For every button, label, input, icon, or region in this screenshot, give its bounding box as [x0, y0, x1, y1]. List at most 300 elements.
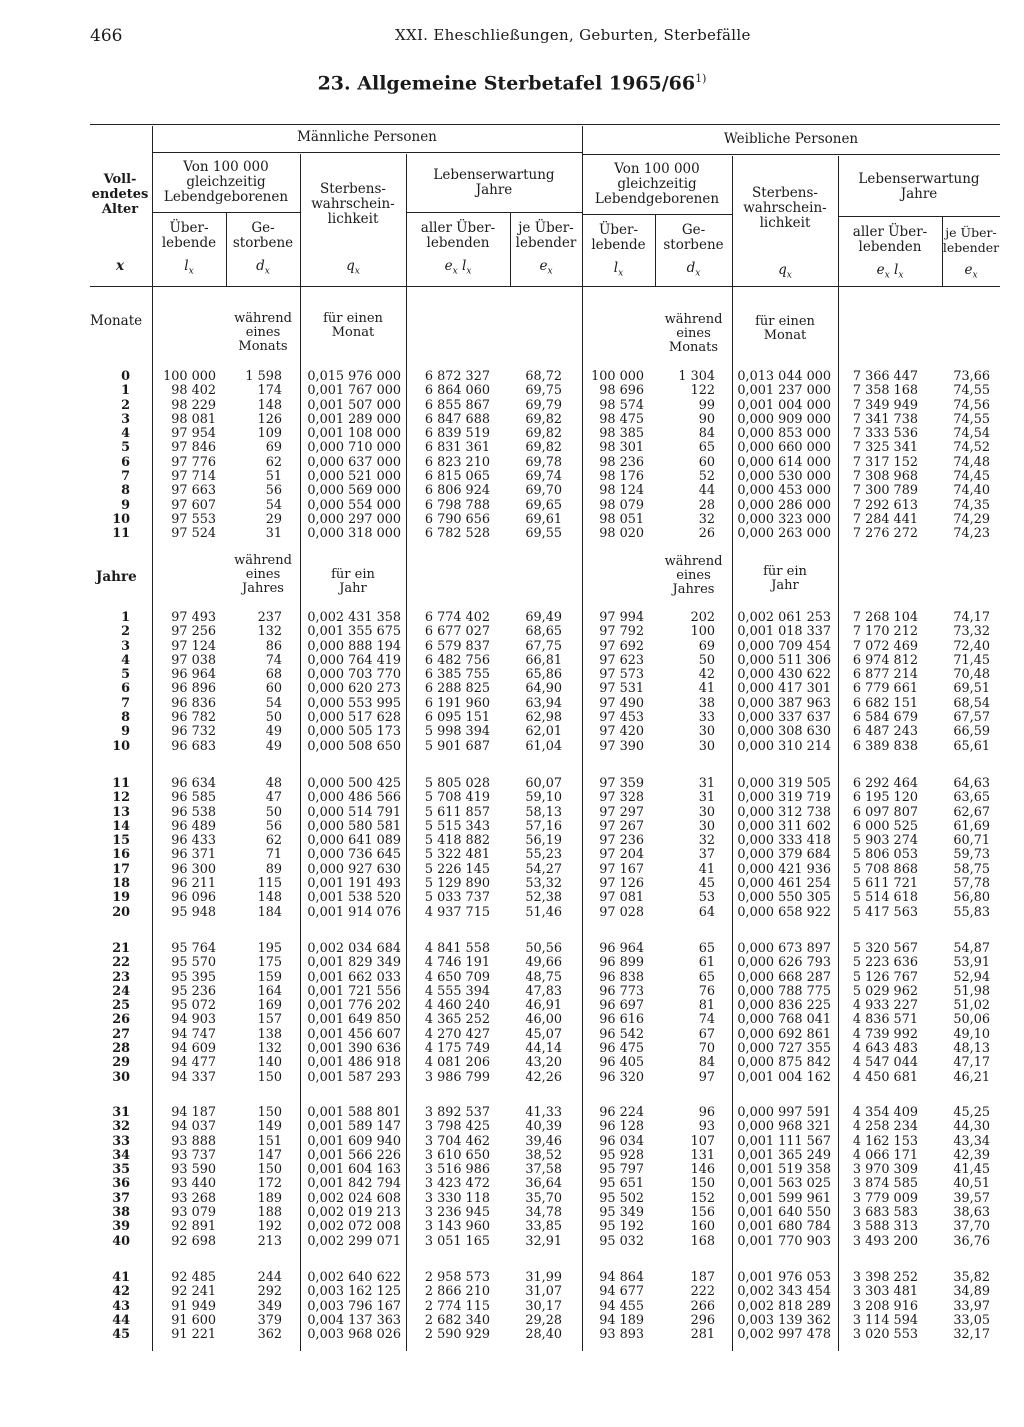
female-deceased-cell: 1 304 — [678, 369, 715, 384]
female-total-years-cell: 6 682 151 — [852, 695, 918, 711]
female-total-years-cell: 7 170 212 — [852, 624, 918, 640]
female-deceased-cell: 30 — [698, 724, 715, 740]
male-survivors-cell: 96 300 — [171, 861, 216, 877]
male-deceased-cell: 60 — [265, 681, 282, 697]
male-ex-sub: x — [547, 266, 553, 277]
female-deceased-cell: 93 — [698, 1119, 715, 1135]
female-deceased-cell: 32 — [698, 833, 715, 849]
female-death-prob-cell: 0,001 599 961 — [737, 1190, 831, 1206]
table-row — [0, 611, 1024, 625]
age-cell: 32 — [112, 1119, 130, 1135]
male-survivors-cell: 96 896 — [171, 681, 216, 697]
female-total-years-cell: 7 300 789 — [852, 483, 918, 499]
years-block-4 — [0, 1106, 1024, 1249]
male-life-exp-cell: 69,65 — [525, 497, 562, 513]
female-death-prob-cell: 0,001 237 000 — [737, 383, 831, 399]
male-death-prob-cell: 0,001 776 202 — [307, 998, 401, 1014]
male-deceased-cell: 54 — [265, 695, 282, 711]
male-death-prob-cell: 0,001 767 000 — [307, 383, 401, 399]
female-death-prob-cell: 0,002 343 454 — [737, 1284, 831, 1300]
female-survivors-cell: 97 792 — [599, 624, 644, 640]
male-deceased-cell: 48 — [265, 776, 282, 791]
age-cell: 12 — [112, 790, 130, 806]
male-total-years-cell: 6 385 755 — [424, 667, 490, 683]
female-survivors-cell: 98 475 — [599, 411, 644, 427]
male-deceased-cell: 244 — [257, 1270, 282, 1285]
male-survivors-cell: 97 607 — [171, 497, 216, 513]
male-survivors-cell: 96 211 — [171, 876, 216, 892]
male-total-years-cell: 3 236 945 — [424, 1205, 490, 1221]
male-dx-sub: x — [264, 266, 270, 277]
female-cohort-heading: Von 100 000 gleichzeitig Lebendgeborenen — [594, 161, 720, 207]
female-death-prob-cell: 0,000 421 936 — [737, 861, 831, 877]
female-deceased-cell: 150 — [690, 1176, 715, 1192]
age-cell: 38 — [112, 1205, 130, 1221]
female-death-prob-cell: 0,000 968 321 — [737, 1119, 831, 1135]
female-deceased-cell: 67 — [698, 1026, 715, 1042]
male-survivors-cell: 95 072 — [171, 998, 216, 1014]
female-deceased-cell: 33 — [698, 710, 715, 726]
male-total-years-cell: 6 872 327 — [424, 369, 490, 384]
female-life-exp-cell: 74,23 — [953, 526, 990, 542]
table-row — [0, 725, 1024, 739]
months-label: Monate — [90, 313, 143, 329]
female-total-years-cell: 7 276 272 — [852, 526, 918, 542]
male-survivors-cell: 91 949 — [171, 1298, 216, 1314]
female-life-exp-cell: 38,63 — [953, 1205, 990, 1221]
male-qx-sub: x — [354, 266, 360, 277]
male-total-years-cell: 6 798 788 — [424, 497, 490, 513]
female-death-prob-cell: 0,002 818 289 — [737, 1298, 831, 1314]
table-row — [0, 1013, 1024, 1027]
male-total-years-cell: 6 839 519 — [424, 426, 490, 442]
female-deceased-cell: 60 — [698, 454, 715, 470]
male-total-years-cell: 4 175 749 — [424, 1041, 490, 1057]
female-life-exp-cell: 72,40 — [953, 638, 990, 654]
table-row — [0, 413, 1024, 427]
male-life-exp-cell: 46,91 — [525, 998, 562, 1014]
male-total-years-cell: 4 937 715 — [424, 904, 490, 920]
male-total-years-cell: 3 330 118 — [424, 1190, 490, 1206]
female-death-prob-cell: 0,000 286 000 — [737, 497, 831, 513]
female-deceased-cell: 69 — [698, 638, 715, 654]
table-row — [0, 370, 1024, 384]
male-survivors-cell: 93 590 — [171, 1162, 216, 1178]
male-survivors-cell: 98 081 — [171, 411, 216, 427]
female-life-exp-cell: 59,73 — [953, 847, 990, 863]
male-total-years-cell: 6 774 402 — [424, 610, 490, 625]
female-total-years-cell: 7 341 738 — [852, 411, 918, 427]
female-survivors-cell: 94 864 — [599, 1270, 644, 1285]
female-lx-sub: x — [618, 268, 624, 279]
table-row — [0, 1300, 1024, 1314]
female-ex-sub: x — [972, 270, 978, 281]
age-cell: 26 — [112, 1012, 130, 1028]
female-life-exp-cell: 74,55 — [953, 383, 990, 399]
male-life-exp-cell: 38,52 — [525, 1147, 562, 1163]
male-survivors-cell: 96 489 — [171, 818, 216, 834]
female-survivors-cell: 97 328 — [599, 790, 644, 806]
female-deceased-cell: 202 — [690, 610, 715, 625]
male-life-exp-cell: 53,32 — [525, 876, 562, 892]
age-cell: 6 — [121, 454, 130, 470]
months-male-qx-note: für einen Monat — [323, 311, 383, 340]
age-cell: 21 — [112, 941, 130, 956]
female-death-prob-cell: 0,013 044 000 — [737, 369, 831, 384]
age-cell: 33 — [112, 1133, 130, 1149]
table-row — [0, 740, 1024, 754]
male-death-prob-cell: 0,002 024 608 — [307, 1190, 401, 1206]
female-deceased-cell: 65 — [698, 941, 715, 956]
female-survivors-cell: 98 301 — [599, 440, 644, 456]
female-deceased-cell: 156 — [690, 1205, 715, 1221]
female-deceased-cell: 107 — [690, 1133, 715, 1149]
male-deceased-cell: 62 — [265, 833, 282, 849]
years-label: Jahre — [96, 569, 137, 585]
female-survivors-cell: 96 773 — [599, 983, 644, 999]
male-survivors-cell: 96 836 — [171, 695, 216, 711]
male-qx-symbol — [300, 258, 406, 277]
female-survivors-cell: 96 224 — [599, 1105, 644, 1120]
male-death-prob-cell: 0,001 538 520 — [307, 890, 401, 906]
female-death-prob-cell: 0,000 709 454 — [737, 638, 831, 654]
male-life-exp-cell: 45,07 — [525, 1026, 562, 1042]
male-tx-letter: e — [444, 258, 453, 274]
male-life-exp-cell: 66,81 — [525, 652, 562, 668]
female-death-prob-cell: 0,000 909 000 — [737, 411, 831, 427]
male-death-prob-cell: 0,001 566 226 — [307, 1147, 401, 1163]
female-survivors-cell: 97 490 — [599, 695, 644, 711]
male-deceased-cell: 148 — [257, 890, 282, 906]
female-lx-letter: l — [613, 260, 619, 276]
male-death-prob-cell: 0,001 191 493 — [307, 876, 401, 892]
age-cell: 39 — [112, 1219, 130, 1235]
male-life-exp-cell: 40,39 — [525, 1119, 562, 1135]
male-death-prob-cell: 0,004 137 363 — [307, 1312, 401, 1328]
female-life-exp-cell: 39,57 — [953, 1190, 990, 1206]
male-total-years-cell: 3 423 472 — [424, 1176, 490, 1192]
female-total-years-cell: 6 389 838 — [852, 738, 918, 754]
female-deceased-cell: 65 — [698, 440, 715, 456]
male-life-exp-cell: 47,83 — [525, 983, 562, 999]
male-death-prob-cell: 0,001 390 636 — [307, 1041, 401, 1057]
female-life-exp-cell: 51,02 — [953, 998, 990, 1014]
male-death-prob-cell: 0,000 553 995 — [307, 695, 401, 711]
male-ex-rule — [406, 212, 582, 213]
age-cell: 6 — [121, 681, 130, 697]
female-deceased-cell: 31 — [698, 776, 715, 791]
age-cell: 2 — [121, 624, 130, 640]
male-total-years-cell: 6 823 210 — [424, 454, 490, 470]
table-row — [0, 427, 1024, 441]
female-total-years-cell: 3 779 009 — [852, 1190, 918, 1206]
female-deceased-cell: 41 — [698, 861, 715, 877]
female-survivors-cell: 100 000 — [591, 369, 644, 384]
table-row — [0, 470, 1024, 484]
male-survivors-cell: 97 714 — [171, 469, 216, 485]
male-survivors-cell: 96 732 — [171, 724, 216, 740]
male-deceased-cell: 31 — [265, 526, 282, 542]
male-deceased-cell: 138 — [257, 1026, 282, 1042]
male-life-exp-cell: 39,46 — [525, 1133, 562, 1149]
female-death-prob-cell: 0,000 453 000 — [737, 483, 831, 499]
female-survivors-cell: 97 623 — [599, 652, 644, 668]
running-header: XXI. Eheschließungen, Geburten, Sterbefälle — [395, 26, 751, 44]
male-ex-letter: e — [539, 258, 548, 274]
male-death-prob-cell: 0,000 505 173 — [307, 724, 401, 740]
male-deceased-cell: 362 — [257, 1327, 282, 1343]
male-deceased-cell: 50 — [265, 804, 282, 820]
female-survivors-cell: 97 167 — [599, 861, 644, 877]
female-life-exp-cell: 74,54 — [953, 426, 990, 442]
female-total-years-cell: 6 097 807 — [852, 804, 918, 820]
male-deceased-cell: 169 — [257, 998, 282, 1014]
female-life-exp-cell: 47,17 — [953, 1055, 990, 1071]
male-survivors-cell: 97 124 — [171, 638, 216, 654]
male-life-exp-cell: 48,75 — [525, 969, 562, 985]
male-death-prob-cell: 0,000 703 770 — [307, 667, 401, 683]
table-row — [0, 384, 1024, 398]
female-total-years-cell: 6 487 243 — [852, 724, 918, 740]
female-total-years-cell: 7 072 469 — [852, 638, 918, 654]
male-total-years-cell: 6 806 924 — [424, 483, 490, 499]
male-group-rule — [152, 152, 582, 153]
male-death-prob-cell: 0,000 517 628 — [307, 710, 401, 726]
table-title-footnote-mark: 1) — [695, 72, 707, 85]
female-deceased-cell: 222 — [690, 1284, 715, 1300]
age-cell: 35 — [112, 1162, 130, 1178]
age-cell: 20 — [112, 904, 130, 920]
age-cell: 41 — [112, 1270, 130, 1285]
male-death-prob-cell: 0,000 637 000 — [307, 454, 401, 470]
male-deceased-cell: 157 — [257, 1012, 282, 1028]
female-qx-sub: x — [786, 270, 792, 281]
male-deceased-cell: 213 — [257, 1233, 282, 1249]
male-life-exp-cell: 67,75 — [525, 638, 562, 654]
female-life-exp-cell: 32,17 — [953, 1327, 990, 1343]
male-survivors-cell: 98 402 — [171, 383, 216, 399]
female-total-years-cell: 4 162 153 — [852, 1133, 918, 1149]
female-survivors-cell: 95 651 — [599, 1176, 644, 1192]
female-death-prob-cell: 0,000 997 591 — [737, 1105, 831, 1120]
male-death-prob-heading: Sterbens- wahrschein- lichkeit — [311, 181, 395, 227]
female-death-prob-cell: 0,000 430 622 — [737, 667, 831, 683]
years-female-dx-note: während eines Jahres — [664, 554, 723, 597]
table-row — [0, 806, 1024, 820]
table-row — [0, 654, 1024, 668]
male-survivors-cell: 93 737 — [171, 1147, 216, 1163]
female-deceased-cell: 99 — [698, 397, 715, 413]
table-row — [0, 1328, 1024, 1342]
female-deceased-cell: 53 — [698, 890, 715, 906]
female-life-exp-cell: 67,57 — [953, 710, 990, 726]
male-life-exp-cell: 69,70 — [525, 483, 562, 499]
male-life-exp-cell: 46,00 — [525, 1012, 562, 1028]
table-row — [0, 1028, 1024, 1042]
female-deceased-cell: 74 — [698, 1012, 715, 1028]
male-death-prob-cell: 0,001 289 000 — [307, 411, 401, 427]
male-total-years-cell: 5 418 882 — [424, 833, 490, 849]
female-lx-dx-rule — [582, 214, 732, 215]
male-survivors-cell: 95 236 — [171, 983, 216, 999]
female-survivors-cell: 97 573 — [599, 667, 644, 683]
male-total-years-cell: 5 322 481 — [424, 847, 490, 863]
male-survivors-cell: 97 954 — [171, 426, 216, 442]
female-survivors-cell: 96 964 — [599, 941, 644, 956]
male-life-exp-cell: 69,79 — [525, 397, 562, 413]
years-block-1 — [0, 611, 1024, 754]
female-total-years-cell: 4 354 409 — [852, 1105, 918, 1120]
male-lx-symbol — [152, 258, 226, 277]
age-cell: 44 — [112, 1312, 130, 1328]
male-deceased-cell: 115 — [257, 876, 282, 892]
female-death-prob-cell: 0,000 668 287 — [737, 969, 831, 985]
female-life-exp-cell: 60,71 — [953, 833, 990, 849]
female-total-years-cell: 4 643 483 — [852, 1041, 918, 1057]
male-death-prob-cell: 0,000 486 566 — [307, 790, 401, 806]
male-life-exp-cell: 69,82 — [525, 440, 562, 456]
male-deceased-cell: 56 — [265, 483, 282, 499]
male-total-years-cell: 3 892 537 — [424, 1105, 490, 1120]
female-dx-letter: d — [686, 260, 696, 276]
age-cell: 22 — [112, 955, 130, 971]
male-survivors-cell: 93 079 — [171, 1205, 216, 1221]
male-death-prob-cell: 0,000 764 419 — [307, 652, 401, 668]
age-cell: 5 — [121, 440, 130, 456]
male-death-prob-cell: 0,000 521 000 — [307, 469, 401, 485]
male-survivors-cell: 97 038 — [171, 652, 216, 668]
male-death-prob-cell: 0,000 710 000 — [307, 440, 401, 456]
male-deceased-cell: 29 — [265, 511, 282, 527]
female-death-prob-cell: 0,000 319 505 — [737, 776, 831, 791]
male-survivors-cell: 93 440 — [171, 1176, 216, 1192]
table-row — [0, 1192, 1024, 1206]
female-life-exp-cell: 74,48 — [953, 454, 990, 470]
female-death-prob-cell: 0,001 004 162 — [737, 1069, 831, 1085]
female-deceased-cell: 70 — [698, 1041, 715, 1057]
female-total-years-cell: 3 874 585 — [852, 1176, 918, 1192]
age-cell: 40 — [112, 1233, 130, 1249]
female-life-exp-cell: 74,29 — [953, 511, 990, 527]
female-life-exp-cell: 65,61 — [953, 738, 990, 754]
female-survivors-cell: 96 034 — [599, 1133, 644, 1149]
female-survivors-cell: 97 081 — [599, 890, 644, 906]
female-life-exp-cell: 33,05 — [953, 1312, 990, 1328]
male-life-exp-cell: 43,20 — [525, 1055, 562, 1071]
male-death-prob-cell: 0,001 914 076 — [307, 904, 401, 920]
male-deceased-cell: 150 — [257, 1162, 282, 1178]
table-row — [0, 711, 1024, 725]
female-qx-letter: q — [778, 262, 787, 278]
male-total-years-cell: 6 782 528 — [424, 526, 490, 542]
male-deceased-cell: 49 — [265, 724, 282, 740]
table-row — [0, 625, 1024, 639]
male-life-exp-cell: 44,14 — [525, 1041, 562, 1057]
male-deceased-cell: 49 — [265, 738, 282, 754]
male-tx-sub: x — [452, 266, 458, 277]
female-life-exp-cell: 55,83 — [953, 904, 990, 920]
female-life-exp-cell: 53,91 — [953, 955, 990, 971]
female-life-exp-cell: 34,89 — [953, 1284, 990, 1300]
table-row — [0, 399, 1024, 413]
male-death-prob-cell: 0,001 589 147 — [307, 1119, 401, 1135]
female-survivors-cell: 97 267 — [599, 818, 644, 834]
table-row — [0, 820, 1024, 834]
male-deceased-cell: 164 — [257, 983, 282, 999]
table-row — [0, 1220, 1024, 1234]
female-death-prob-cell: 0,000 658 922 — [737, 904, 831, 920]
male-death-prob-cell: 0,001 842 794 — [307, 1176, 401, 1192]
female-total-years-cell: 7 284 441 — [852, 511, 918, 527]
age-cell: 36 — [112, 1176, 130, 1192]
male-deceased-cell: 89 — [265, 861, 282, 877]
female-survivors-cell: 97 994 — [599, 610, 644, 625]
table-row — [0, 456, 1024, 470]
male-survivors-cell: 96 433 — [171, 833, 216, 849]
female-deceased-cell: 152 — [690, 1190, 715, 1206]
male-deceased-cell: 189 — [257, 1190, 282, 1206]
male-total-years-cell: 4 746 191 — [424, 955, 490, 971]
female-total-years-cell: 3 493 200 — [852, 1233, 918, 1249]
female-total-years-cell: 3 970 309 — [852, 1162, 918, 1178]
male-life-exp-cell: 69,61 — [525, 511, 562, 527]
female-survivors-cell: 97 297 — [599, 804, 644, 820]
female-total-years-cell: 7 317 152 — [852, 454, 918, 470]
male-death-prob-cell: 0,000 888 194 — [307, 638, 401, 654]
years-block-3 — [0, 942, 1024, 1085]
female-death-prob-cell: 0,001 640 550 — [737, 1205, 831, 1221]
female-survivors-cell: 96 542 — [599, 1026, 644, 1042]
female-survivors-cell: 94 677 — [599, 1284, 644, 1300]
male-life-exp-cell: 54,27 — [525, 861, 562, 877]
table-row — [0, 1071, 1024, 1085]
female-death-prob-cell: 0,001 018 337 — [737, 624, 831, 640]
female-total-years-cell: 3 208 916 — [852, 1298, 918, 1314]
female-death-prob-cell: 0,001 680 784 — [737, 1219, 831, 1235]
female-survivors-cell: 97 236 — [599, 833, 644, 849]
female-death-prob-cell: 0,000 530 000 — [737, 469, 831, 485]
table-row — [0, 956, 1024, 970]
male-deceased-cell: 379 — [257, 1312, 282, 1328]
male-deceased-cell: 62 — [265, 454, 282, 470]
female-death-prob-cell: 0,001 563 025 — [737, 1176, 831, 1192]
female-death-prob-cell: 0,000 853 000 — [737, 426, 831, 442]
female-survivors-cell: 96 320 — [599, 1069, 644, 1085]
age-cell: 1 — [121, 610, 130, 625]
male-total-years-cell: 3 610 650 — [424, 1147, 490, 1163]
female-total-years-cell: 4 547 044 — [852, 1055, 918, 1071]
female-death-prob-cell: 0,003 139 362 — [737, 1312, 831, 1328]
female-death-prob-cell: 0,000 311 602 — [737, 818, 831, 834]
male-death-prob-cell: 0,000 297 000 — [307, 511, 401, 527]
female-deceased-cell: 45 — [698, 876, 715, 892]
male-death-prob-cell: 0,002 431 358 — [307, 610, 401, 625]
table-row — [0, 1149, 1024, 1163]
male-death-prob-cell: 0,000 641 089 — [307, 833, 401, 849]
table-row — [0, 791, 1024, 805]
female-death-prob-cell: 0,002 997 478 — [737, 1327, 831, 1343]
female-deceased-cell: 42 — [698, 667, 715, 683]
male-life-exp-cell: 31,07 — [525, 1284, 562, 1300]
male-life-exp-cell: 60,07 — [525, 776, 562, 791]
table-row — [0, 1106, 1024, 1120]
male-deceased-cell: 149 — [257, 1119, 282, 1135]
male-death-prob-cell: 0,001 588 801 — [307, 1105, 401, 1120]
male-death-prob-cell: 0,000 927 630 — [307, 861, 401, 877]
female-death-prob-cell: 0,000 836 225 — [737, 998, 831, 1014]
male-deceased-cell: 51 — [265, 469, 282, 485]
male-death-prob-cell: 0,015 976 000 — [307, 369, 401, 384]
